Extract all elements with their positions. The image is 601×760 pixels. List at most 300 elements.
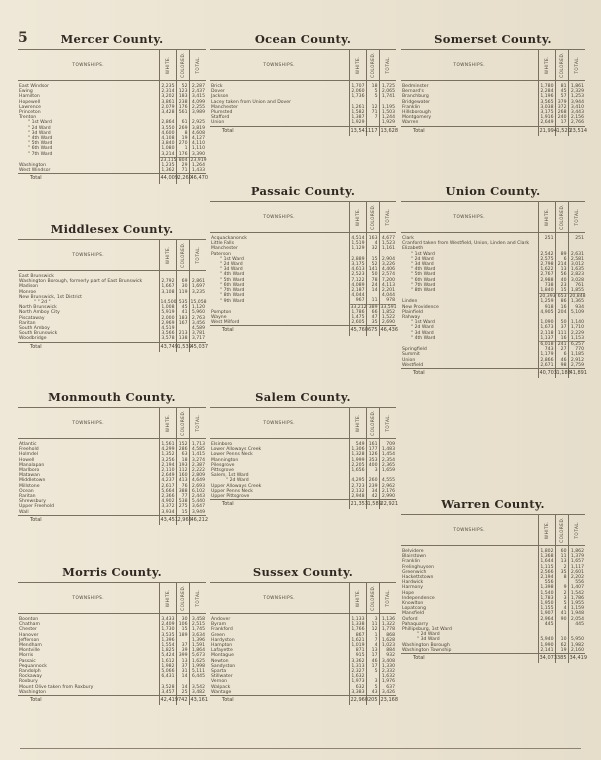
white-count: 1,612 — [159, 659, 176, 664]
colored-count: 160 — [176, 473, 189, 478]
white-count: 1,907 — [538, 611, 555, 616]
colored-count: 138 — [176, 336, 189, 342]
white-count: 2,118 — [538, 331, 555, 336]
white-count: 1,080 — [159, 146, 176, 151]
population-table — [18, 582, 206, 705]
white-count: 4,299 — [159, 447, 176, 452]
township-name: Elsinboro — [211, 442, 233, 447]
white-count: 2,141 — [538, 648, 555, 654]
total-count: 1,955 — [568, 601, 585, 606]
total-count: 1,635 — [568, 267, 585, 272]
colored-count: 161 — [366, 439, 379, 448]
white-count: 4,237 — [159, 478, 176, 483]
white-total: 43,749 — [159, 342, 176, 352]
white-count: 2,235 — [159, 81, 176, 90]
column-header-total: TOTAL. — [379, 202, 396, 233]
township-name: North Amboy City — [19, 310, 60, 316]
total-count: 1,713 — [189, 439, 206, 448]
column-header-total: TOTAL. — [189, 583, 206, 614]
total-count: 3,235 — [189, 290, 206, 295]
total-count: 1,591 — [189, 643, 206, 648]
township-name: Phillipsburg, 1st Ward — [402, 627, 452, 633]
white-count: 3,566 — [159, 331, 176, 336]
township-name: North Brunswick — [19, 305, 57, 311]
white-count: 1,235 — [159, 163, 176, 168]
colored-count: 7 — [366, 638, 379, 643]
total-count: 6,257 — [568, 342, 585, 348]
total-count: 3,410 — [568, 105, 585, 110]
colored-count: 126 — [366, 452, 379, 457]
column-header-townships: TOWNSHIPS. — [18, 240, 159, 271]
white-total: 44,009 — [159, 174, 176, 184]
white-count: 1,667 — [159, 284, 176, 289]
total-count: 1,741 — [379, 94, 396, 99]
white-count: 2,798 — [538, 262, 555, 267]
total-count: 2,354 — [379, 458, 396, 463]
township-name: Springfield — [402, 347, 427, 353]
county-title: Sussex County. — [252, 565, 354, 579]
grand-total: 23,514 — [568, 126, 585, 136]
township-name: " 5th Ward — [220, 277, 245, 283]
white-count: 2,000 — [159, 316, 176, 321]
white-count: 2,187 — [349, 288, 366, 293]
total-row — [18, 515, 206, 525]
colored-count: 13 — [555, 559, 568, 564]
grand-total: 43,161 — [189, 696, 206, 706]
colored-count: 7 — [366, 115, 379, 120]
township-name: " 3d Ward — [28, 130, 51, 136]
colored-count: 214 — [555, 262, 568, 267]
colored-total: 2,260 — [176, 174, 189, 184]
colored-count: 4 — [366, 241, 379, 246]
white-count: 1,621 — [349, 638, 366, 643]
white-count: 1,825 — [159, 648, 176, 653]
white-count: 1,155 — [538, 606, 555, 611]
table-row — [401, 81, 585, 90]
white-count: 3,175 — [538, 110, 555, 115]
colored-total: 675 — [366, 326, 379, 336]
white-count: 33,212 — [350, 304, 367, 310]
total-count: 1,855 — [568, 288, 585, 294]
total-count: 2,690 — [379, 320, 396, 326]
white-count: 5,066 — [159, 669, 176, 674]
colored-count: 45 — [176, 305, 189, 310]
colored-count: 123 — [176, 89, 189, 94]
column-header-white: WHITE. — [159, 408, 176, 439]
white-count: 5,424 — [159, 653, 176, 658]
total-label: Total — [401, 126, 538, 136]
white-count: 3,175 — [349, 262, 366, 267]
total-count: 2,515 — [189, 622, 206, 627]
township-name: Manchester — [211, 246, 238, 252]
colored-count: 177 — [366, 447, 379, 452]
total-count: 6,445 — [189, 674, 206, 679]
colored-count: 63 — [176, 452, 189, 457]
colored-total: 117 — [366, 126, 379, 136]
total-label: Total — [18, 696, 159, 706]
population-table — [210, 49, 396, 136]
white-count: 23,115 — [160, 157, 177, 163]
township-name: Hackettstown — [402, 575, 434, 581]
colored-count: 61 — [176, 120, 189, 125]
colored-count: 18 — [366, 81, 379, 90]
county-block — [401, 184, 585, 378]
colored-count: 260 — [366, 478, 379, 483]
colored-count: 413 — [176, 478, 189, 483]
township-name: Lower Alloways Creek — [211, 447, 262, 453]
township-name: Montville — [19, 648, 40, 654]
population-table — [210, 201, 396, 336]
township-name: Woodbridge — [19, 336, 47, 342]
county-title: Monmouth County. — [48, 390, 176, 404]
total-count: 2,861 — [189, 279, 206, 284]
population-table — [18, 407, 206, 525]
white-count: 1,950 — [538, 601, 555, 606]
population-table — [18, 49, 206, 184]
township-name: " 2d Ward — [411, 256, 434, 262]
column-header-colored: COLORED. — [176, 240, 189, 271]
colored-count: 32 — [366, 246, 379, 251]
white-count: 871 — [349, 648, 366, 653]
colored-count: 112 — [176, 468, 189, 473]
white-count: 2,110 — [159, 468, 176, 473]
township-name: Hopewell — [19, 99, 41, 105]
total-count: 3,390 — [189, 152, 206, 158]
colored-count: 353 — [366, 458, 379, 463]
township-name: Mount Olive taken from Roxbury — [19, 684, 94, 690]
colored-count: 389 — [366, 304, 379, 310]
county-title: Warren County. — [441, 497, 545, 511]
colored-count: 5 — [366, 669, 379, 674]
total-count: 884 — [379, 648, 396, 653]
county-title: Middlesex County. — [50, 222, 174, 236]
colored-count: 141 — [366, 267, 379, 272]
township-name: Shrewsbury — [19, 499, 47, 505]
white-count: 5,664 — [159, 489, 176, 494]
total-count: 2,823 — [568, 272, 585, 277]
white-count: 2,723 — [349, 484, 366, 489]
total-count: 770 — [568, 347, 585, 352]
white-count: 1,019 — [349, 643, 366, 648]
white-count: 3,038 — [538, 105, 555, 110]
colored-count: 77 — [176, 494, 189, 499]
colored-total: 1,539 — [176, 342, 189, 352]
total-count: 1,120 — [189, 305, 206, 310]
total-count: 1,379 — [568, 554, 585, 559]
county-block — [210, 184, 396, 336]
colored-count: 400 — [366, 463, 379, 468]
colored-count: 2 — [555, 565, 568, 570]
total-count: 1,483 — [379, 447, 396, 452]
white-count: 1,632 — [349, 674, 366, 679]
white-count: 2,605 — [349, 320, 366, 326]
colored-count: 41 — [555, 611, 568, 616]
white-count: 2,523 — [349, 272, 366, 277]
township-name: Mannington — [211, 457, 239, 463]
township-name: Westfield — [402, 362, 424, 368]
colored-count: 268 — [555, 110, 568, 115]
white-count: 1,622 — [538, 267, 555, 272]
township-name: Oxford — [402, 616, 418, 622]
township-name: Brick — [211, 84, 223, 89]
white-count: 1,368 — [538, 554, 555, 559]
township-name: West Windsor — [19, 168, 51, 174]
township-name: Washington Township — [402, 647, 452, 653]
total-count: 6,102 — [189, 489, 206, 494]
total-count — [189, 271, 206, 280]
total-count: 761 — [568, 283, 585, 288]
white-count: 2,205 — [349, 463, 366, 468]
township-name: Monroe — [19, 289, 37, 295]
white-count: 4,905 — [538, 310, 555, 315]
colored-count: 35 — [555, 570, 568, 575]
county-title: Morris County. — [62, 565, 162, 579]
township-name: Wall — [19, 509, 29, 515]
colored-count: 9 — [555, 585, 568, 590]
township-name: " 1st Ward — [411, 251, 435, 257]
total-count: 2,990 — [379, 494, 396, 500]
table-row — [18, 439, 206, 448]
colored-count: 8 — [555, 575, 568, 580]
white-count: 915 — [349, 653, 366, 658]
colored-count: 40 — [555, 278, 568, 283]
total-count: 3,542 — [189, 685, 206, 690]
total-count: 1,852 — [379, 310, 396, 315]
township-name: Jackson — [211, 94, 229, 100]
township-name: Wantage — [211, 689, 232, 695]
white-count: 1,561 — [159, 439, 176, 448]
white-count: 1,730 — [159, 627, 176, 632]
white-total: 43,451 — [159, 515, 176, 525]
colored-count: 52 — [176, 81, 189, 90]
colored-count: 46 — [366, 659, 379, 664]
white-count: 1,840 — [538, 288, 555, 294]
white-count: 3,550 — [159, 126, 176, 131]
township-name: Pittsgrove — [211, 468, 234, 474]
total-label: Total — [18, 174, 159, 184]
total-count: 3,647 — [189, 504, 206, 509]
colored-count: 90 — [555, 617, 568, 622]
township-name: Upper Pittsgrove — [211, 494, 250, 500]
township-name: Franklin — [402, 104, 421, 110]
white-count: 2,649 — [538, 120, 555, 126]
colored-total: 742 — [176, 696, 189, 706]
white-count: 2,060 — [349, 89, 366, 94]
total-count: 2,601 — [568, 570, 585, 575]
total-count: 978 — [379, 298, 396, 304]
white-count: 445 — [538, 622, 555, 627]
township-name: East Windsor — [19, 84, 50, 89]
white-count: 3,457 — [159, 690, 176, 696]
grand-total: 41,891 — [568, 369, 585, 379]
total-count: 1,244 — [379, 115, 396, 120]
grand-total: 46,470 — [189, 174, 206, 184]
total-count: 445 — [568, 622, 585, 627]
colored-count: 23 — [555, 283, 568, 288]
township-name: Sandyston — [211, 663, 236, 669]
total-count: 1,998 — [189, 664, 206, 669]
colored-count: 241 — [555, 342, 568, 348]
township-name: Howell — [19, 457, 35, 463]
colored-count: 50 — [555, 320, 568, 325]
total-count: 2,581 — [568, 257, 585, 262]
colored-count: 270 — [176, 141, 189, 146]
township-name: Bernard's — [402, 89, 424, 95]
township-name: " 2d Ward — [411, 325, 434, 331]
column-header-white: WHITE. — [159, 50, 176, 81]
colored-count: 15 — [176, 510, 189, 516]
township-name: Manalapan — [19, 462, 45, 468]
total-count: 5,950 — [568, 637, 585, 642]
white-count: 918 — [538, 305, 555, 310]
total-count: 1,264 — [189, 163, 206, 168]
township-name: Warren — [402, 120, 419, 126]
white-total: 42,419 — [159, 696, 176, 706]
total-count: 2,631 — [568, 252, 585, 257]
county-title: Mercer County. — [60, 32, 164, 46]
total-count: 2,809 — [189, 473, 206, 478]
colored-total: 205 — [366, 696, 379, 706]
colored-count: 189 — [176, 633, 189, 638]
county-title: Ocean County. — [254, 32, 352, 46]
colored-count: 37 — [555, 325, 568, 330]
total-count: 5,440 — [189, 499, 206, 504]
colored-count: 535 — [176, 300, 189, 305]
white-count: 1,929 — [349, 120, 366, 126]
white-count: 2,866 — [538, 358, 555, 363]
colored-total: 385 — [555, 654, 568, 664]
colored-count: 5 — [366, 89, 379, 94]
total-count: 2,962 — [379, 484, 396, 489]
white-count: 3,535 — [159, 633, 176, 638]
colored-count: 71 — [176, 168, 189, 174]
white-count: 1,916 — [538, 115, 555, 120]
column-header-townships: TOWNSHIPS. — [18, 50, 159, 81]
column-header-colored: COLORED. — [176, 408, 189, 439]
total-count: 2,766 — [568, 120, 585, 126]
white-count: 3,934 — [159, 510, 176, 516]
white-count: 20,393 — [539, 294, 556, 300]
total-count: 1,415 — [189, 452, 206, 457]
column-header-white: WHITE. — [349, 50, 366, 81]
total-label: Total — [210, 126, 349, 136]
colored-count: 6 — [555, 257, 568, 262]
colored-count: 152 — [176, 439, 189, 448]
column-header-townships: TOWNSHIPS. — [18, 408, 159, 439]
total-count: 1,365 — [568, 299, 585, 304]
total-count: 3,408 — [379, 659, 396, 664]
colored-count: 12 — [366, 105, 379, 110]
white-count: 2,132 — [349, 489, 366, 494]
total-label: Total — [401, 369, 538, 379]
township-name: Stillwater — [211, 674, 233, 680]
white-count: 2,079 — [159, 105, 176, 110]
total-count: 1,697 — [189, 284, 206, 289]
colored-count: 269 — [176, 126, 189, 131]
township-name: Lower Penns Neck — [211, 452, 253, 458]
township-name: Cranford taken from Westfield, Union, Linden and Clark — [402, 241, 530, 247]
total-count: 4,406 — [379, 267, 396, 272]
county-block — [18, 565, 206, 705]
white-count: 4,044 — [349, 293, 366, 298]
colored-count: 47 — [366, 315, 379, 320]
township-name: " 3d Ward — [417, 637, 440, 643]
white-count: 1,090 — [538, 320, 555, 325]
column-header-colored: COLORED. — [366, 583, 379, 614]
column-header-total: TOTAL. — [189, 240, 206, 271]
township-name: " 3d Ward — [220, 267, 243, 273]
colored-count: 204 — [555, 310, 568, 315]
white-count: 2,566 — [538, 570, 555, 575]
white-count: 738 — [538, 283, 555, 288]
total-count: 2,437 — [189, 89, 206, 94]
colored-count: 3 — [366, 679, 379, 684]
total-count: 4,127 — [189, 136, 206, 141]
total-count: 3,226 — [379, 262, 396, 267]
white-count: 1,196 — [538, 94, 555, 99]
colored-count: 35 — [366, 320, 379, 326]
column-header-townships: TOWNSHIPS. — [210, 408, 349, 439]
white-count: 3,840 — [159, 141, 176, 146]
township-name: Sparta — [211, 669, 227, 675]
white-count: 1,766 — [349, 627, 366, 632]
township-name: Piscataway — [19, 315, 45, 321]
grand-total: 45,037 — [189, 342, 206, 352]
white-count: 3,383 — [349, 690, 366, 696]
total-count: 1,153 — [568, 336, 585, 342]
colored-total: 2,965 — [176, 515, 189, 525]
colored-count: 46 — [555, 358, 568, 363]
total-count: 1,725 — [379, 81, 396, 90]
white-count: 2,964 — [538, 617, 555, 622]
township-name: Hampton — [211, 643, 233, 649]
white-count: 2,194 — [159, 463, 176, 468]
column-header-townships: TOWNSHIPS. — [401, 50, 538, 81]
total-count: 23,919 — [190, 157, 207, 163]
colored-count: 111 — [555, 331, 568, 336]
township-name: Vernon — [211, 679, 228, 685]
column-header-total: TOTAL. — [568, 515, 585, 546]
colored-count: 653 — [555, 294, 568, 300]
colored-count: 71 — [366, 110, 379, 115]
white-count: 1,554 — [159, 643, 176, 648]
white-total: 45,760 — [349, 326, 366, 336]
total-count: 1,023 — [379, 643, 396, 648]
colored-count: 18 — [176, 458, 189, 463]
colored-total: 1,589 — [366, 500, 379, 510]
township-name: Walpack — [211, 684, 231, 690]
white-count: 3,565 — [538, 100, 555, 105]
township-name: Frelinghuysen — [402, 564, 434, 570]
colored-count: 27 — [555, 347, 568, 352]
colored-count: 106 — [176, 622, 189, 627]
township-name: " 4th Ward — [411, 336, 436, 342]
population-table — [18, 239, 206, 352]
township-name: Boonton — [19, 617, 39, 622]
colored-count: 30 — [176, 284, 189, 289]
township-name: Ewing — [19, 89, 33, 95]
white-count: 1,802 — [538, 546, 555, 555]
white-count: 2,969 — [159, 321, 176, 326]
white-count: 2,617 — [159, 484, 176, 489]
total-count: 4,608 — [189, 131, 206, 136]
township-name: Union — [402, 357, 416, 363]
total-count: 2,332 — [379, 669, 396, 674]
township-name: Hope — [402, 590, 415, 596]
table-row — [210, 81, 396, 90]
total-count: 3,482 — [189, 690, 206, 696]
total-count: 1,140 — [568, 320, 585, 325]
